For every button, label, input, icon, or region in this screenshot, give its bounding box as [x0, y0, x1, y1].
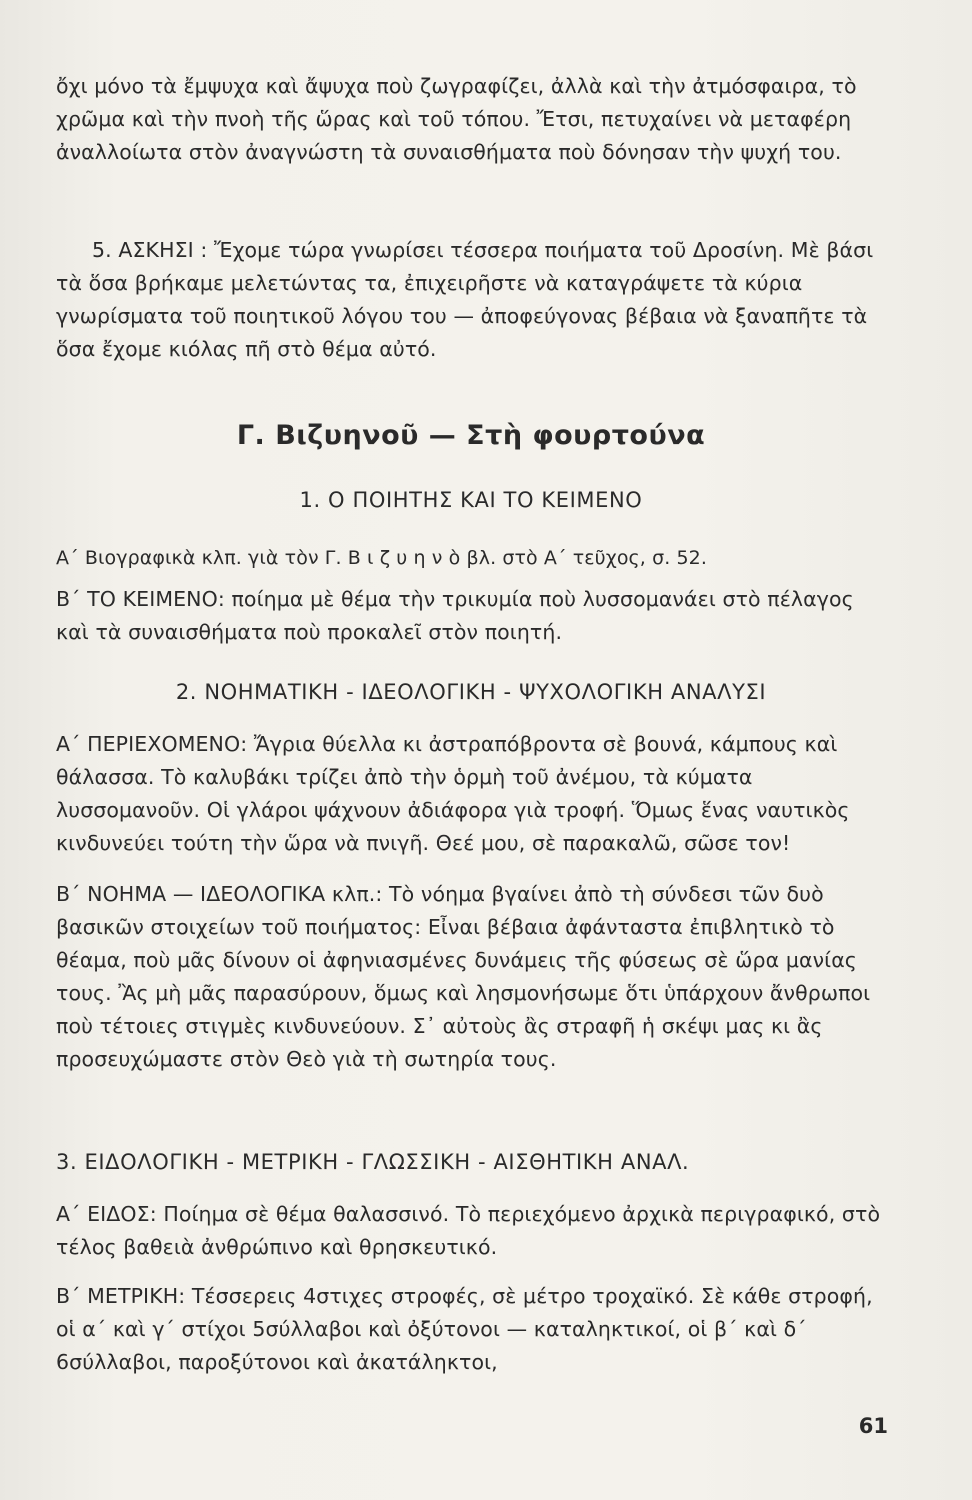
section-1: [56, 488, 886, 649]
exercise-paragraph: 5. ΑΣΚΗΣΙ : Ἔχομε τώρα γνωρίσει τέσσερα ποιήματα τοῦ Δροσίνη. Μὲ βάσι τὰ ὅσα βρήκαμε μελετώντας τα, ἐπιχειρῆστε νὰ καταγράψετε τὰ κύρια γνωρίσματα τοῦ ποιητικοῦ λόγου του — ἀποφεύγονας βέβαια νὰ ξαναπῆτε τὰ ὅσα ἔχομε κιόλας πῆ στὸ θέμα αὐτό.: [56, 238, 874, 361]
section-2-heading: 2. ΝΟΗΜΑΤΙΚΗ - ΙΔΕΟΛΟΓΙΚΗ - ΨΥΧΟΛΟΓΙΚΗ ΑΝΑΛΥΣΙ: [175, 680, 767, 704]
poem-title: Γ. Βιζυηνοῦ — Στὴ φουρτούνα: [236, 420, 706, 451]
exercise-block: [56, 234, 886, 366]
intro-block: [56, 70, 886, 169]
section-1-heading: 1. Ο ΠΟΙΗΤΗΣ ΚΑΙ ΤΟ ΚΕΙΜΕΝΟ: [299, 488, 643, 512]
page-number: 61: [858, 1414, 888, 1438]
section-3: [56, 1150, 886, 1379]
section-1-part-b: Β΄ ΤΟ ΚΕΙΜΕΝΟ: ποίημα μὲ θέμα τὴν τρικυμία ποὺ λυσσομανάει στὸ πέλαγος καὶ τὰ συναισθήματα ποὺ προκαλεῖ στὸν ποιητή.: [56, 587, 854, 644]
section-2-part-a: Α΄ ΠΕΡΙΕΧΟΜΕΝΟ: Ἄγρια θύελλα κι ἀστραπόβροντα σὲ βουνά, κάμπους καὶ θάλασσα. Τὸ καλυβάκι τρίζει ἀπὸ τὴν ὁρμὴ τοῦ ἀνέμου, τὰ κύματα λυσσομανοῦν. Οἱ γλάροι ψάχνουν ἀδιάφορα γιὰ τροφή. Ὅμως ἕνας ναυτικὸς κινδυνεύει τούτη τὴν ὥρα νὰ πνιγῆ. Θεέ μου, σὲ παρακαλῶ, σῶσε τον!: [56, 732, 850, 855]
section-2-part-b: Β΄ ΝΟΗΜΑ — ΙΔΕΟΛΟΓΙΚΑ κλπ.: Τὸ νόημα βγαίνει ἀπὸ τὴ σύνδεσι τῶν δυὸ βασικῶν στοιχείων τοῦ ποιήματος: Εἶναι βέβαια ἀφάνταστα ἐπιβλητικὸ τὸ θέαμα, ποὺ μᾶς δίνουν οἱ ἀφηνιασμένες δυνάμεις τῆς φύσεως σὲ ὥρα μανίας τους. Ἂς μὴ μᾶς παρασύρουν, ὅμως καὶ λησμονήσωμε ὅτι ὑπάρχουν ἄνθρωποι ποὺ τέτοιες στιγμὲς κινδυνεύουν. Σ᾽ αὐτοὺς ἂς στραφῆ ἡ σκέψι μας κι ἂς προσευχώμαστε στὸν Θεὸ γιὰ τὴ σωτηρία τους.: [56, 882, 871, 1071]
section-2: [56, 680, 886, 1076]
poem-title-block: [56, 420, 886, 451]
section-1-part-a: Α΄ Βιογραφικὰ κλπ. γιὰ τὸν Γ. Β ι ζ υ η ν ὸ βλ. στὸ Α΄ τεῦχος, σ. 52.: [56, 547, 708, 569]
section-3-heading: 3. ΕΙΔΟΛΟΓΙΚΗ - ΜΕΤΡΙΚΗ - ΓΛΩΣΣΙΚΗ - ΑΙΣΘΗΤΙΚΗ ΑΝΑΛ.: [56, 1150, 690, 1174]
intro-paragraph: ὄχι μόνο τὰ ἔμψυχα καὶ ἄψυχα ποὺ ζωγραφίζει, ἀλλὰ καὶ τὴν ἀτμόσφαιρα, τὸ χρῶμα καὶ τὴν πνοὴ τῆς ὥρας καὶ τοῦ τόπου. Ἔτσι, πετυχαίνει νὰ μεταφέρη ἀναλλοίωτα στὸν ἀναγνώστη τὰ συναισθήματα ποὺ δόνησαν τὴν ψυχή του.: [56, 74, 857, 164]
section-3-part-a: Α΄ ΕΙΔΟΣ: Ποίημα σὲ θέμα θαλασσινό. Τὸ περιεχόμενο ἀρχικὰ περιγραφικό, στὸ τέλος βαθειὰ ἀνθρώπινο καὶ θρησκευτικό.: [56, 1202, 881, 1259]
section-3-part-b: Β΄ ΜΕΤΡΙΚΗ: Τέσσερεις 4στιχες στροφές, σὲ μέτρο τροχαϊκό. Σὲ κάθε στροφή, οἱ α΄ καὶ γ΄ στίχοι 5σύλλαβοι καὶ ὀξύτονοι — καταληκτικοί, οἱ β΄ καὶ δ΄ 6σύλλαβοι, παροξύτονοι καὶ ἀκατάληκτοι,: [56, 1284, 873, 1374]
